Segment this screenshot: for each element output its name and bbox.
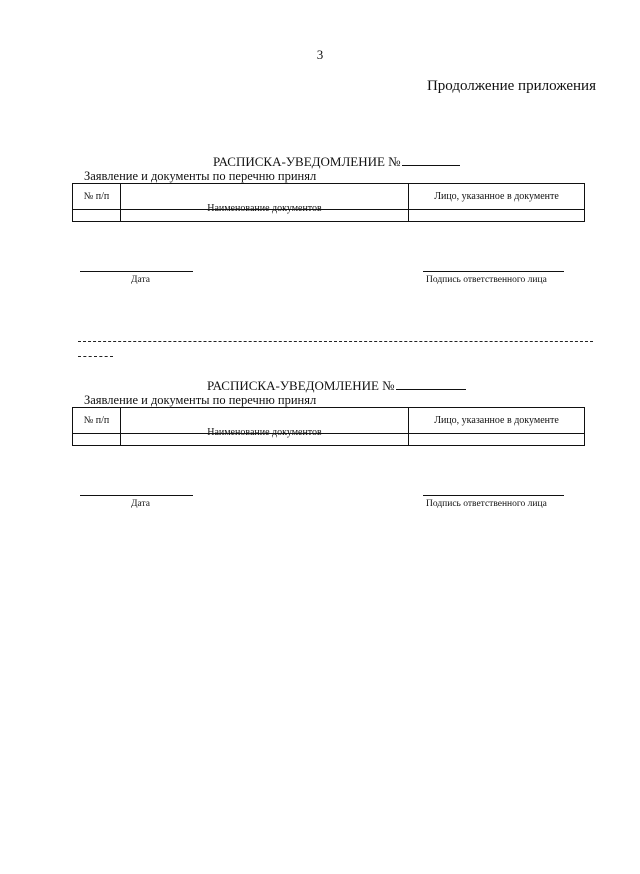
date-label-2: Дата <box>131 499 150 509</box>
table-header-row <box>73 408 585 434</box>
col-name-header <box>121 408 409 438</box>
scan-artifact <box>170 14 340 16</box>
signature-line-2 <box>423 495 564 496</box>
table-row <box>73 210 585 222</box>
col-number-header: № п/п <box>73 184 121 210</box>
col-name-header-text: Наименование документов <box>207 427 322 438</box>
date-line-1 <box>80 271 193 272</box>
documents-table-1 <box>72 183 585 222</box>
col-number-header: № п/п <box>73 408 121 434</box>
table-row <box>73 434 585 446</box>
date-label-1: Дата <box>131 275 150 285</box>
table-cell <box>73 434 121 446</box>
continuation-heading: Продолжение приложения <box>426 78 596 94</box>
signature-label-1: Подпись ответственного лица <box>426 275 547 285</box>
number-blank-line <box>396 377 466 390</box>
accepted-text-1: Заявление и документы по перечню принял <box>84 169 317 183</box>
col-person-header: Лицо, указанное в документе <box>409 184 585 210</box>
table-cell <box>409 210 585 222</box>
documents-table-2 <box>72 407 585 446</box>
table-cell <box>73 210 121 222</box>
col-name-header-text: Наименование документов <box>207 203 322 214</box>
col-name-header <box>121 184 409 214</box>
receipt-title-text: РАСПИСКА-УВЕДОМЛЕНИЕ № <box>207 378 395 393</box>
cut-line-continuation <box>78 356 113 357</box>
accepted-text-2: Заявление и документы по перечню принял <box>84 393 317 407</box>
number-blank-line <box>402 153 460 166</box>
signature-line-1 <box>423 271 564 272</box>
date-line-2 <box>80 495 193 496</box>
cut-line <box>78 341 593 342</box>
signature-label-2: Подпись ответственного лица <box>426 499 547 509</box>
col-person-header: Лицо, указанное в документе <box>409 408 585 434</box>
page-number: 3 <box>316 47 324 62</box>
receipt-title-2 <box>207 377 466 394</box>
table-header-row <box>73 184 585 210</box>
receipt-title-1 <box>213 153 460 170</box>
table-cell <box>409 434 585 446</box>
receipt-title-text: РАСПИСКА-УВЕДОМЛЕНИЕ № <box>213 154 401 169</box>
